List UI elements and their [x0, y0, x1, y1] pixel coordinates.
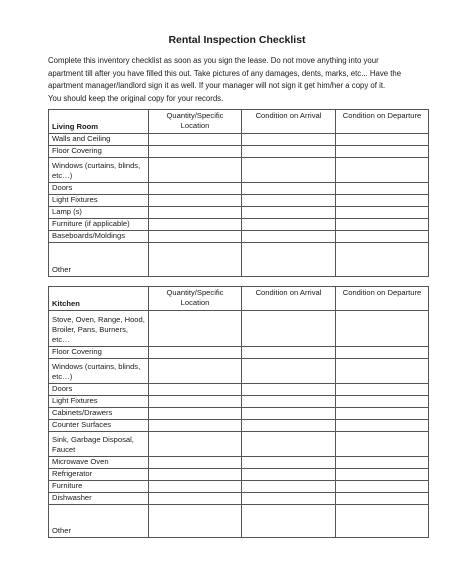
departure-cell[interactable]: [336, 384, 429, 396]
arrival-cell[interactable]: [242, 183, 336, 195]
location-cell[interactable]: [149, 420, 242, 432]
location-cell[interactable]: [149, 359, 242, 384]
location-cell[interactable]: [149, 384, 242, 396]
checklist-item: Dishwasher: [49, 493, 149, 505]
checklist-item: Microwave Oven: [49, 457, 149, 469]
location-cell[interactable]: [149, 219, 242, 231]
departure-cell[interactable]: [336, 158, 429, 183]
page-title: Rental Inspection Checklist: [168, 34, 306, 46]
departure-cell[interactable]: [336, 311, 429, 347]
location-cell[interactable]: [149, 469, 242, 481]
departure-cell[interactable]: [336, 146, 429, 158]
location-cell[interactable]: [149, 146, 242, 158]
checklist-item: Light Fixtures: [49, 396, 149, 408]
column-header-location: Quantity/Specific Location: [149, 110, 242, 134]
section-heading-kitchen: Kitchen: [49, 287, 149, 311]
checklist-item: Lamp (s): [49, 207, 149, 219]
instructions-line: You should keep the original copy for your records.: [48, 93, 224, 103]
location-cell[interactable]: [149, 396, 242, 408]
departure-cell[interactable]: [336, 134, 429, 146]
departure-cell[interactable]: [336, 183, 429, 195]
instructions-paragraph: [48, 55, 438, 105]
checklist-item: Refrigerator: [49, 469, 149, 481]
departure-cell[interactable]: [336, 207, 429, 219]
arrival-cell[interactable]: [242, 420, 336, 432]
location-cell[interactable]: [149, 481, 242, 493]
column-header-departure: Condition on Departure: [336, 110, 429, 134]
departure-cell[interactable]: [336, 493, 429, 505]
arrival-cell[interactable]: [242, 384, 336, 396]
departure-cell[interactable]: [336, 195, 429, 207]
kitchen-table: [48, 286, 429, 538]
departure-cell[interactable]: [336, 457, 429, 469]
checklist-item: Sink, Garbage Disposal, Faucet: [49, 432, 149, 457]
checklist-item: Walls and Ceiling: [49, 134, 149, 146]
arrival-cell[interactable]: [242, 432, 336, 457]
living-room-table: [48, 109, 429, 277]
column-header-arrival: Condition on Arrival: [242, 110, 336, 134]
checklist-item: Doors: [49, 384, 149, 396]
arrival-cell[interactable]: [242, 195, 336, 207]
column-header-location: Quantity/Specific Location: [149, 287, 242, 311]
location-cell[interactable]: [149, 347, 242, 359]
arrival-cell[interactable]: [242, 457, 336, 469]
checklist-item: Stove, Oven, Range, Hood, Broiler, Pans, Burners, etc…: [49, 311, 149, 347]
column-header-arrival: Condition on Arrival: [242, 287, 336, 311]
instructions-line: apartment manager/landlord sign it as well. If your manager will not sign it get him/her a copy of it.: [48, 81, 386, 91]
arrival-cell[interactable]: [242, 219, 336, 231]
departure-cell[interactable]: [336, 469, 429, 481]
location-cell[interactable]: [149, 195, 242, 207]
location-cell[interactable]: [149, 134, 242, 146]
instructions-line: apartment till after you have filled this out. Take pictures of any damages, dents, marks, etc... Have the: [48, 68, 402, 78]
location-cell[interactable]: [149, 311, 242, 347]
departure-cell[interactable]: [336, 347, 429, 359]
instructions-line: Complete this inventory checklist as soon as you sign the lease. Do not move anything into your: [48, 56, 379, 65]
location-cell[interactable]: [149, 183, 242, 195]
checklist-item: Furniture (if applicable): [49, 219, 149, 231]
arrival-cell[interactable]: [242, 359, 336, 384]
section-heading-living-room: Living Room: [49, 110, 149, 134]
location-cell[interactable]: [149, 158, 242, 183]
departure-cell[interactable]: [336, 505, 429, 538]
departure-cell[interactable]: [336, 359, 429, 384]
arrival-cell[interactable]: [242, 481, 336, 493]
location-cell[interactable]: [149, 231, 242, 243]
location-cell[interactable]: [149, 408, 242, 420]
location-cell[interactable]: [149, 207, 242, 219]
location-cell[interactable]: [149, 457, 242, 469]
arrival-cell[interactable]: [242, 396, 336, 408]
arrival-cell[interactable]: [242, 146, 336, 158]
departure-cell[interactable]: [336, 408, 429, 420]
arrival-cell[interactable]: [242, 158, 336, 183]
arrival-cell[interactable]: [242, 207, 336, 219]
arrival-cell[interactable]: [242, 408, 336, 420]
checklist-item: Baseboards/Moldings: [49, 231, 149, 243]
departure-cell[interactable]: [336, 219, 429, 231]
departure-cell[interactable]: [336, 396, 429, 408]
checklist-item: Furniture: [49, 481, 149, 493]
arrival-cell[interactable]: [242, 243, 336, 277]
checklist-item: Other: [49, 243, 149, 277]
location-cell[interactable]: [149, 432, 242, 457]
checklist-item: Doors: [49, 183, 149, 195]
checklist-item: Windows (curtains, blinds, etc…): [49, 359, 149, 384]
location-cell[interactable]: [149, 493, 242, 505]
checklist-item: Floor Covering: [49, 347, 149, 359]
checklist-item: Counter Surfaces: [49, 420, 149, 432]
arrival-cell[interactable]: [242, 347, 336, 359]
arrival-cell[interactable]: [242, 231, 336, 243]
departure-cell[interactable]: [336, 481, 429, 493]
arrival-cell[interactable]: [242, 505, 336, 538]
checklist-item: Other: [49, 505, 149, 538]
checklist-item: Windows (curtains, blinds, etc…): [49, 158, 149, 183]
departure-cell[interactable]: [336, 243, 429, 277]
checklist-item: Floor Covering: [49, 146, 149, 158]
arrival-cell[interactable]: [242, 469, 336, 481]
departure-cell[interactable]: [336, 420, 429, 432]
location-cell[interactable]: [149, 243, 242, 277]
checklist-item: Light Fixtures: [49, 195, 149, 207]
departure-cell[interactable]: [336, 432, 429, 457]
arrival-cell[interactable]: [242, 134, 336, 146]
location-cell[interactable]: [149, 505, 242, 538]
arrival-cell[interactable]: [242, 493, 336, 505]
checklist-item: Cabinets/Drawers: [49, 408, 149, 420]
arrival-cell[interactable]: [242, 311, 336, 347]
departure-cell[interactable]: [336, 231, 429, 243]
column-header-departure: Condition on Departure: [336, 287, 429, 311]
